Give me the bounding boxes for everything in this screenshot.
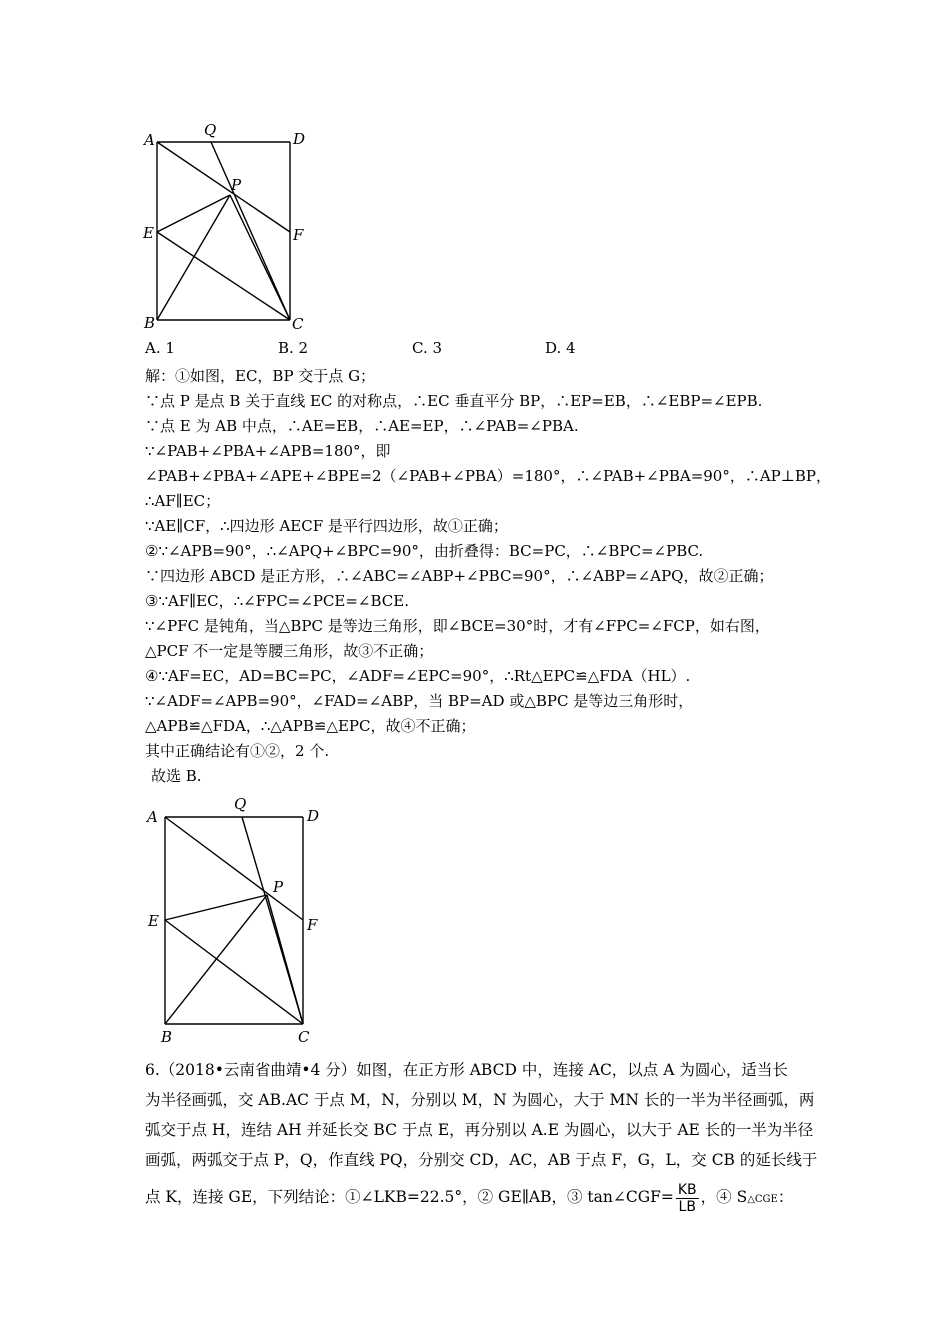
label-f: F [307,916,318,934]
solution-line: ∵点 E 为 AB 中点，∴AE=EB，∴AE=EP，∴∠PAB=∠PBA. [145,417,579,435]
option-c: C. 3 [412,339,443,357]
label-a: A [147,808,158,826]
subscript: △CGE [747,1194,778,1205]
label-p: P [273,878,284,896]
label-c: C [298,1028,310,1046]
problem-text: ，④ S [700,1188,748,1206]
solution-block [145,364,832,789]
option-a: A. 1 [145,339,175,357]
solution-line: ④∵AF=EC，AD=BC=PC，∠ADF=∠EPC=90°，∴Rt△EPC≌△FDA（HL）. [145,667,691,685]
segment-bp [165,895,267,1024]
figure-1 [140,120,315,335]
label-b: B [144,314,156,332]
segment-af [165,817,303,920]
problem-line: 弧交于点 H，连结 AH 并延长交 BC 于点 E，再分别以 A.E 为圆心，以大于 AE 长的一半为半径 [145,1121,814,1139]
fraction-denominator: LB [678,1198,696,1215]
solution-line: 其中正确结论有①②，2 个. [145,742,330,760]
solution-line: ②∵∠APB=90°，∴∠APQ+∠BPC=90°，由折叠得：BC=PC，∴∠BPC=∠PBC. [145,542,704,560]
figure-1-svg [140,120,315,335]
problem-line-with-fraction [145,1175,820,1219]
label-a: A [144,131,155,149]
problem-line: 画弧，两弧交于点 P，Q，作直线 PQ，分别交 CD，AC，AB 于点 F，G，L，交 CB 的延长线于 [145,1151,818,1169]
label-q: Q [204,121,217,139]
problem-6 [145,1055,820,1219]
label-p: P [231,176,242,194]
solution-line: ∵∠PFC 是钝角，当△BPC 是等边三角形，即∠BCE=30°时，才有∠FPC=∠FCP，如右图， [145,617,770,635]
label-d: D [307,807,320,825]
label-q: Q [234,795,247,813]
solution-line: ∵点 P 是点 B 关于直线 EC 的对称点，∴EC 垂直平分 BP，∴EP=EB，∴∠EBP=∠EPB. [145,392,763,410]
label-c: C [292,315,304,333]
solution-line: ∴AF∥EC； [145,492,221,510]
solution-line: ③∵AF∥EC，∴∠FPC=∠PCE=∠BCE. [145,592,409,610]
solution-line: △APB≌△FDA，∴△APB≌△EPC，故④不正确； [145,717,476,735]
label-d: D [293,130,306,148]
segment-pc [230,195,290,320]
figure-2-svg [140,792,340,1054]
problem-text: 点 K，连接 GE，下列结论：①∠LKB=22.5°，② GE∥AB，③ tan∠CGF= [145,1188,674,1206]
label-f: F [293,226,304,244]
label-e: E [148,912,159,930]
solution-conclusion: 故选 B. [151,767,202,785]
problem-text: ： [777,1188,794,1206]
solution-line: △PCF 不一定是等腰三角形，故③不正确； [145,642,434,660]
solution-line: ∵∠ADF=∠APB=90°，∠FAD=∠ABP，当 BP=AD 或△BPC 是等边三角形时， [145,692,694,710]
figure-2 [140,792,340,1054]
problem-line: 6.（2018•云南省曲靖•4 分）如图，在正方形 ABCD 中，连接 AC，以点 A 为圆心，适当长 [145,1061,788,1079]
problem-line: 为半径画弧，交 AB.AC 于点 M，N，分别以 M，N 为圆心，大于 MN 长的一半为半径画弧，两 [145,1091,815,1109]
solution-line: ∵AE∥CF，∴四边形 AECF 是平行四边形，故①正确； [145,517,508,535]
segment-ec [165,920,303,1024]
label-b: B [161,1028,173,1046]
solution-line: ∠PAB+∠PBA+∠APE+∠BPE=2（∠PAB+∠PBA）=180°，∴∠PAB+∠PBA=90°，∴AP⊥BP， [145,467,832,485]
segment-pc [267,895,303,1024]
segment-ep [165,895,267,920]
fraction-kb-lb [676,1182,699,1215]
solution-line: ∵四边形 ABCD 是正方形，∴∠ABC=∠ABP+∠PBC=90°，∴∠ABP=∠APQ，故②正确； [145,567,774,585]
segment-af [157,142,290,232]
fraction-numerator: KB [677,1181,697,1198]
solution-line: 解：①如图，EC，BP 交于点 G； [145,367,376,385]
option-b: B. 2 [278,339,309,357]
label-e: E [143,224,154,242]
option-d: D. 4 [545,339,576,357]
solution-line: ∵∠PAB+∠PBA+∠APB=180°，即 [145,442,391,460]
